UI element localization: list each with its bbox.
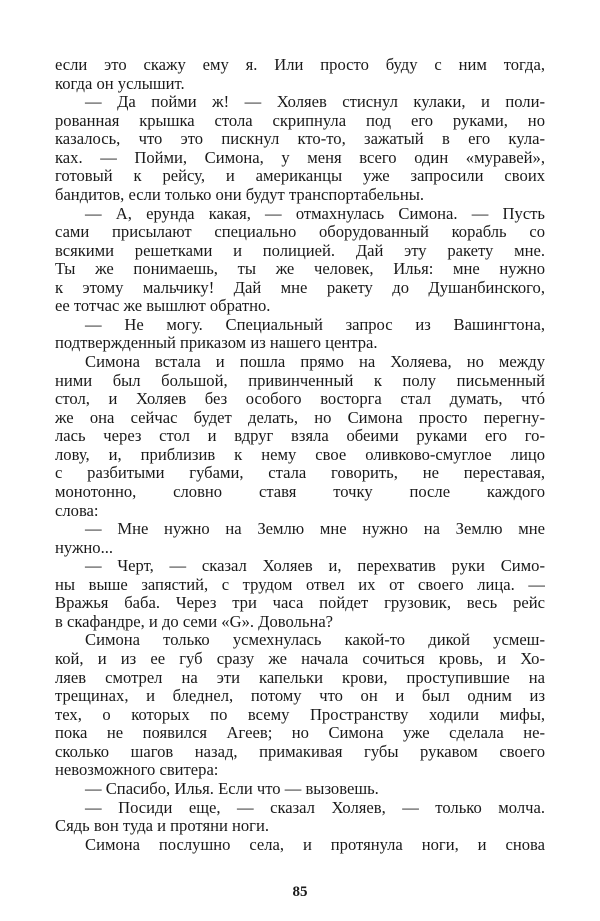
text-line: ними был большой, привинченный к полу письменный (55, 371, 545, 390)
text-line: когда он услышит. (55, 74, 185, 93)
text-line: в скафандре, и до семи «G». Довольна? (55, 612, 334, 631)
text-line: ны выше запястий, с трудом отвел их от своего лица. — (55, 575, 545, 594)
text-line: слова: (55, 501, 99, 520)
text-line: всякими решетками и полицией. Дай эту ракету мне. (55, 241, 545, 260)
text-line: нужно... (55, 538, 114, 557)
text-line: Симона встала и пошла прямо на Холяева, но между (85, 353, 545, 371)
text-line: Ты же понимаешь, ты же человек, Илья: мне нужно (55, 260, 545, 279)
text-line: — Черт, — сказал Холяев и, перехватив руки Симо- (85, 557, 545, 576)
text-line: — Посиди еще, — сказал Холяев, — только молча. (85, 798, 545, 817)
text-line: — Мне нужно на Землю мне нужно на Землю мне (85, 520, 545, 539)
text-line: монотонно, словно ставя точку после каждого (55, 482, 545, 501)
text-line: невозможного свитера: (55, 761, 219, 780)
text-line: с разбитыми губами, стала говорить, не переставая, (55, 464, 545, 483)
text-line: же она сейчас будет делать, но Симона просто перегну- (55, 408, 545, 427)
text-line: рованная крышка стола скрипнула под его руками, но (55, 111, 545, 130)
text-line: трещинах, и бледнел, потому что он и был одним из (55, 687, 545, 706)
text-line: Вражья баба. Через три часа пойдет грузовик, весь рейс (55, 594, 545, 613)
text-line: стол, и Холяев без особого восторга стал думать, чтó (55, 390, 545, 409)
text-line: ляев смотрел на эти капельки крови, проступившие на (55, 668, 545, 687)
text-line: — Да пойми ж! — Холяев стиснул кулаки, и поли- (85, 93, 545, 112)
text-line: ее тотчас же вышлют обратно. (55, 297, 271, 316)
text-line: к этому мальчику! Дай мне ракету до Душанбинского, (55, 278, 545, 297)
text-line: сколько шагов назад, примакивая губы рукавом своего (55, 742, 545, 761)
text-line: если это скажу ему я. Или просто буду с ним тогда, (55, 56, 545, 74)
text-line: Сядь вон туда и протяни ноги. (55, 817, 270, 836)
text-line: подтвержденный приказом из нашего центра. (55, 334, 378, 353)
text-line: казалось, что это пискнул кто-то, зажатый в его кула- (55, 130, 545, 149)
text-line: лову, и, приблизив к нему свое оливково-смуглое лицо (55, 445, 545, 464)
page-number: 85 (292, 884, 308, 900)
book-page-text (55, 56, 545, 854)
text-line: Симона только усмехнулась какой-то дикой усмеш- (85, 631, 545, 650)
text-line: тех, о которых по всему Пространству ходили мифы, (55, 705, 545, 724)
text-line: пока не появился Агеев; но Симона уже сделала не- (55, 724, 545, 743)
text-line: — А, ерунда какая, — отмахнулась Симона. — Пусть (85, 204, 545, 223)
text-line: кой, и из ее губ сразу же начала сочиться кровь, и Хо- (55, 650, 545, 668)
text-line: — Спасибо, Илья. Если что — вызовешь. (85, 779, 379, 798)
text-line: лась через стол и вдруг взяла обеими руками его го- (55, 427, 545, 446)
text-line: готовый к рейсу, и американцы уже запросили своих (55, 167, 545, 186)
text-line: бандитов, если только они будут транспортабельны. (55, 185, 425, 204)
text-line: ках. — Пойми, Симона, у меня всего один «муравей», (55, 148, 545, 167)
text-line: — Не могу. Специальный запрос из Вашингтона, (85, 315, 545, 334)
text-line: Симона послушно села, и протянула ноги, и снова (85, 835, 545, 854)
text-line: сами присылают специально оборудованный корабль со (55, 223, 545, 242)
